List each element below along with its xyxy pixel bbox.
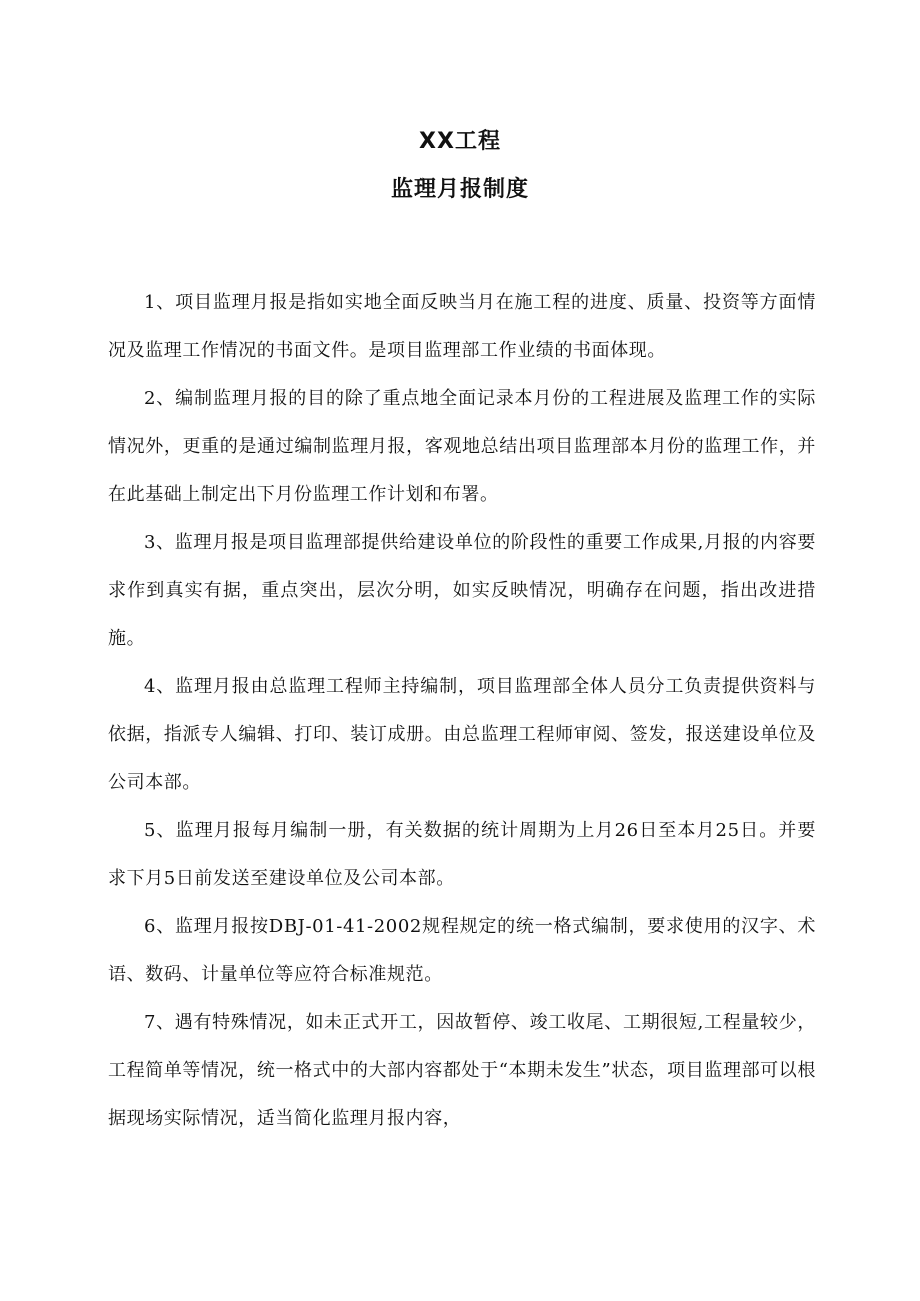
title-block <box>0 128 920 204</box>
paragraph-6: 6、监理月报按DBJ-01-41-2002规程规定的统一格式编制，要求使用的汉字、术语、数码、计量单位等应符合标准规范。 <box>108 916 816 985</box>
paragraph-4: 4、监理月报由总监理工程师主持编制，项目监理部全体人员分工负责提供资料与依据，指派专人编辑、打印、装订成册。由总监理工程师审阅、签发，报送建设单位及公司本部。 <box>108 676 816 793</box>
document-body <box>108 279 816 1143</box>
paragraph-3: 3、监理月报是项目监理部提供给建设单位的阶段性的重要工作成果,月报的内容要求作到真实有据，重点突出，层次分明，如实反映情况，明确存在问题，指出改进措施。 <box>108 532 816 649</box>
document-subtitle: 监理月报制度 <box>390 177 529 202</box>
paragraph-1: 1、项目监理月报是指如实地全面反映当月在施工程的进度、质量、投资等方面情况及监理工作情况的书面文件。是项目监理部工作业绩的书面体现。 <box>108 292 816 361</box>
paragraph-2: 2、编制监理月报的目的除了重点地全面记录本月份的工程进展及监理工作的实际情况外，更重的是通过编制监理月报，客观地总结出项目监理部本月份的监理工作，并在此基础上制定出下月份监理工作计划和布署。 <box>108 388 816 505</box>
document-title: XX工程 <box>419 129 501 154</box>
paragraph-7: 7、遇有特殊情况，如未正式开工，因故暂停、竣工收尾、工期很短,工程量较少，工程简单等情况，统一格式中的大部内容都处于“本期未发生”状态，项目监理部可以根据现场实际情况，适当简化监理月报内容， <box>108 1012 816 1129</box>
paragraph-5: 5、监理月报每月编制一册，有关数据的统计周期为上月26日至本月25日。并要求下月5日前发送至建设单位及公司本部。 <box>108 820 816 889</box>
